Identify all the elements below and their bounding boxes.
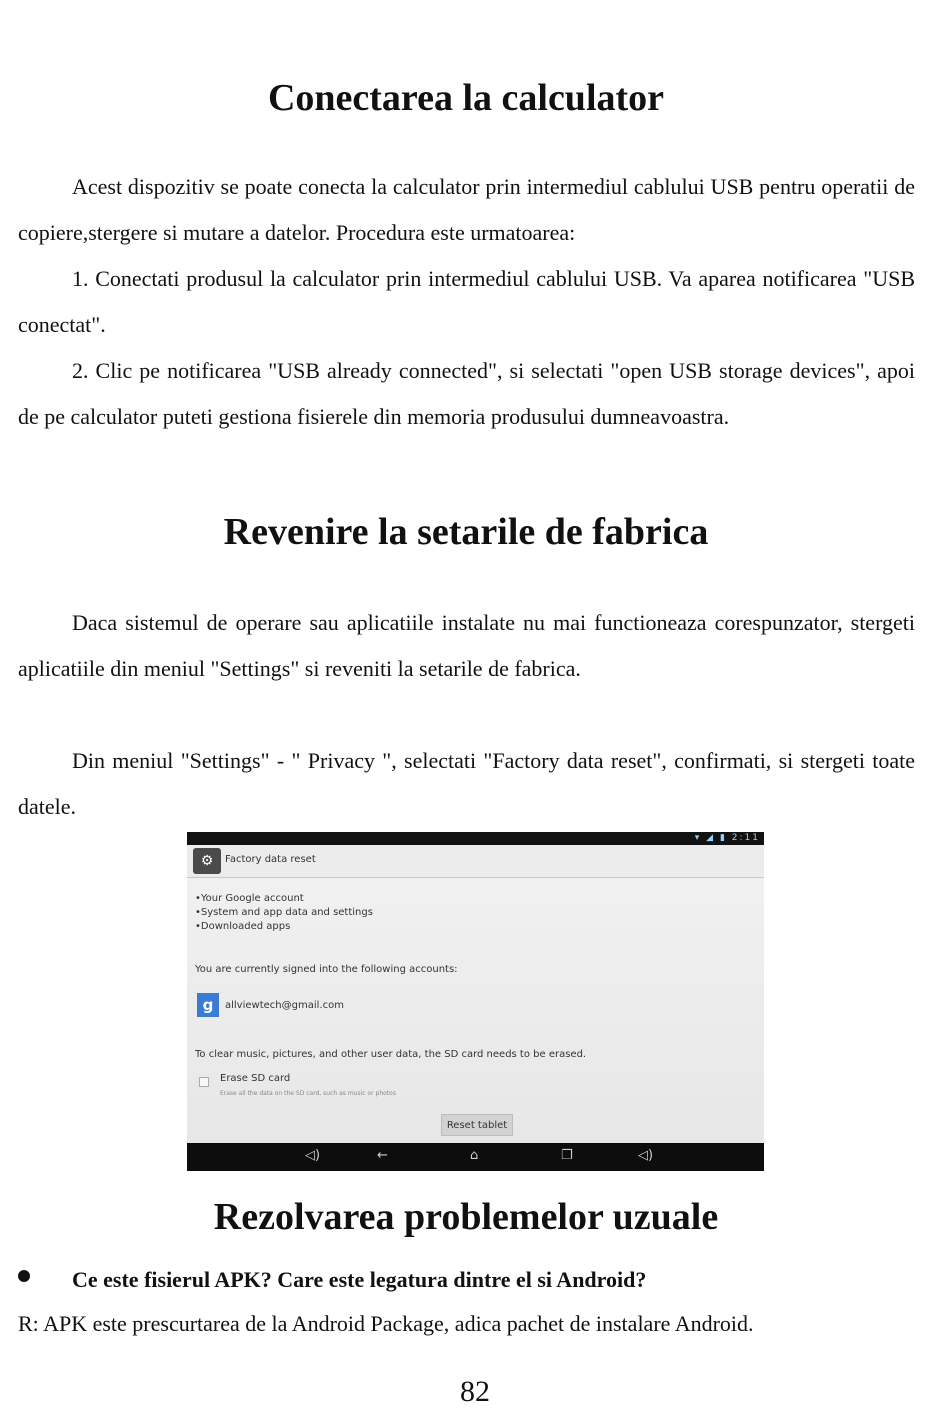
volume-down-icon[interactable]: ◁) bbox=[305, 1148, 321, 1163]
action-bar bbox=[187, 845, 764, 878]
sdcard-note: To clear music, pictures, and other user data, the SD card needs to be erased. bbox=[195, 1049, 587, 1060]
volume-up-icon[interactable]: ◁) bbox=[638, 1148, 654, 1163]
erase-sd-label: Erase SD card bbox=[220, 1073, 291, 1084]
faq-answer: R: APK este prescurtarea de la Android Package, adica pachet de instalare Android. bbox=[18, 1311, 754, 1336]
home-icon[interactable]: ⌂ bbox=[470, 1148, 479, 1163]
page-number: 82 bbox=[460, 1375, 490, 1408]
heading-reset: Revenire la setarile de fabrica bbox=[223, 511, 709, 553]
reset-tablet-button[interactable]: Reset tablet bbox=[441, 1114, 513, 1136]
erase-sd-checkbox[interactable] bbox=[199, 1077, 209, 1087]
account-email: allviewtech@gmail.com bbox=[225, 1000, 344, 1011]
back-icon[interactable]: ← bbox=[377, 1148, 388, 1163]
list-item: • Downloaded apps bbox=[195, 920, 373, 934]
paragraph-reset-intro: Daca sistemul de operare sau aplicatiile instalate nu mai functioneaza corespunzator, stergeti aplicatiile din meniul "Settings" si reveniti la setarile de fabrica. bbox=[18, 610, 915, 681]
google-account-icon: g bbox=[197, 993, 219, 1017]
accounts-label: You are currently signed into the following accounts: bbox=[195, 964, 458, 975]
faq-question: Ce este fisierul APK? Care este legatura dintre el si Android? bbox=[72, 1267, 647, 1292]
list-item: • System and app data and settings bbox=[195, 906, 373, 920]
status-icons: ▾ ◢ ▮ 2:11 bbox=[694, 833, 760, 843]
status-time: 2:11 bbox=[731, 833, 760, 843]
list-item: • Your Google account bbox=[195, 892, 373, 906]
erase-items-list bbox=[195, 892, 373, 934]
recent-apps-icon[interactable]: ❐ bbox=[561, 1148, 573, 1163]
paragraph-connect-intro: Acest dispozitiv se poate conecta la calculator prin intermediul cablului USB pentru operatii de copiere,stergere si mutare a datelor. Procedura este urmatoarea: bbox=[18, 174, 915, 245]
bullet-icon bbox=[18, 1270, 30, 1282]
paragraph-reset-steps: Din meniul "Settings" - " Privacy ", selectati "Factory data reset", confirmati, si stergeti toate datele. bbox=[18, 748, 915, 819]
paragraph-connect-step2: 2. Clic pe notificarea "USB already connected", si selectati "open USB storage devices", apoi de pe calculator puteti gestiona fisierele din memoria produsului dumneavoastra. bbox=[18, 358, 915, 429]
action-bar-title: Factory data reset bbox=[225, 854, 316, 865]
heading-troubleshoot: Rezolvarea problemelor uzuale bbox=[213, 1196, 719, 1238]
status-bar bbox=[187, 832, 764, 845]
settings-app-icon: ⚙ bbox=[193, 848, 221, 874]
factory-reset-screenshot bbox=[187, 832, 764, 1171]
erase-sd-sublabel: Erase all the data on the SD card, such as music or photos bbox=[220, 1090, 396, 1097]
navigation-bar bbox=[187, 1143, 764, 1171]
paragraph-connect-step1: 1. Conectati produsul la calculator prin intermediul cablului USB. Va aparea notificarea "USB conectat". bbox=[18, 266, 915, 337]
heading-connect: Conectarea la calculator bbox=[267, 77, 665, 119]
